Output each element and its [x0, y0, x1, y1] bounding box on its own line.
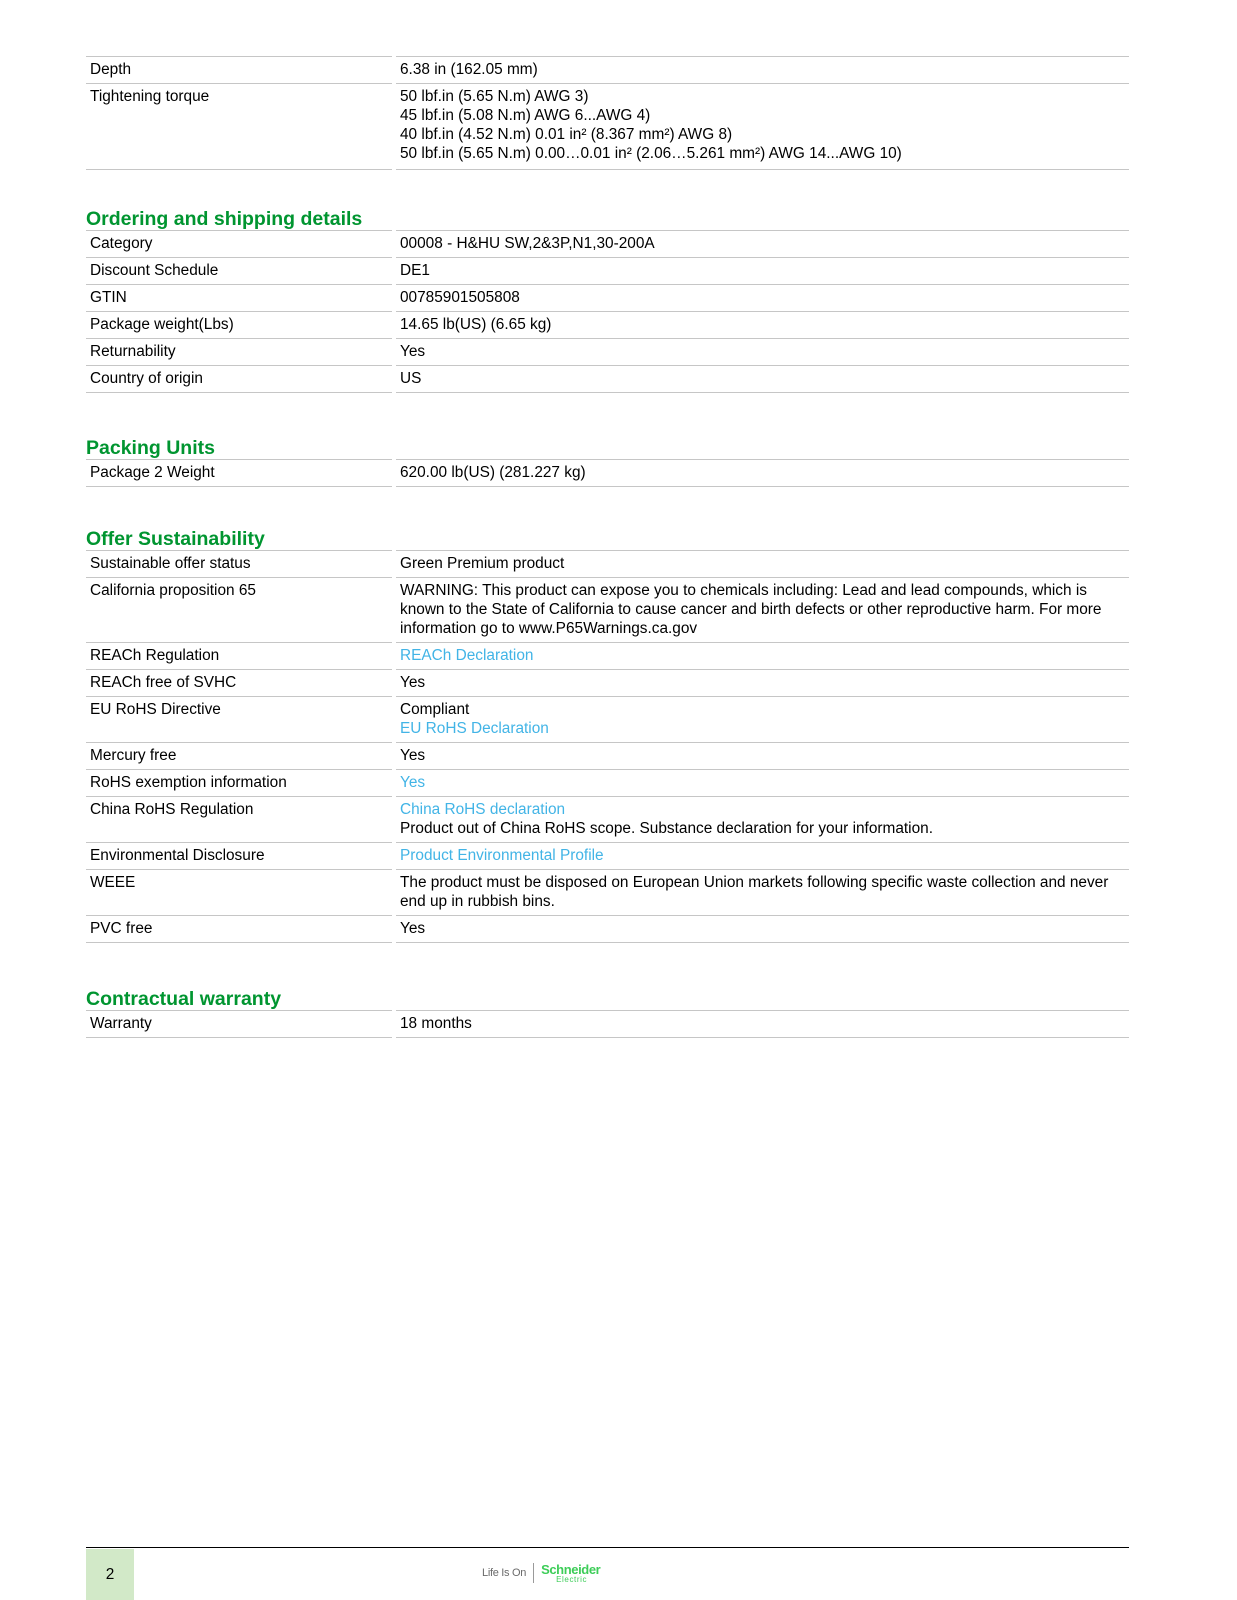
row-label: EU RoHS Directive	[86, 696, 392, 742]
row-value: Yes	[396, 669, 1129, 696]
table-row	[86, 796, 1129, 842]
table-row	[86, 696, 1129, 742]
eu-rohs-declaration-link[interactable]: EU RoHS Declaration	[400, 720, 549, 737]
schneider-electric-logo	[541, 1561, 603, 1585]
row-value: 14.65 lb(US) (6.65 kg)	[396, 311, 1129, 338]
row-value: 00008 - H&HU SW,2&3P,N1,30-200A	[396, 230, 1129, 257]
rohs-exemption-link[interactable]: Yes	[400, 774, 426, 791]
row-value	[396, 842, 1129, 869]
china-rohs-declaration-link[interactable]: China RoHS declaration	[400, 801, 566, 818]
table-row	[86, 257, 1129, 284]
row-label: Country of origin	[86, 365, 392, 393]
table-row	[86, 869, 1129, 915]
row-label: Warranty	[86, 1010, 392, 1038]
ordering-section	[86, 208, 1129, 393]
depth-value: 6.38 in (162.05 mm)	[400, 61, 538, 78]
row-value: 620.00 lb(US) (281.227 kg)	[396, 459, 1129, 487]
brand-tagline: Life Is On	[482, 1567, 527, 1579]
row-value	[396, 56, 1129, 83]
table-row	[86, 83, 1129, 170]
row-label: California proposition 65	[86, 577, 392, 642]
row-label: Sustainable offer status	[86, 550, 392, 577]
torque-line: 50 lbf.in (5.65 N.m) AWG 3)	[400, 88, 589, 105]
torque-line: 50 lbf.in (5.65 N.m) 0.00…0.01 in² (2.06…5.261 mm²) AWG 14...AWG 10)	[400, 145, 902, 162]
table-row	[86, 577, 1129, 642]
row-label: Tightening torque	[86, 83, 392, 170]
section-title: Offer Sustainability	[86, 528, 265, 550]
row-label: RoHS exemption information	[86, 769, 392, 796]
section-title: Packing Units	[86, 437, 215, 459]
row-label: Package 2 Weight	[86, 459, 392, 487]
row-value	[396, 796, 1129, 842]
environmental-profile-link[interactable]: Product Environmental Profile	[400, 847, 604, 864]
row-label: China RoHS Regulation	[86, 796, 392, 842]
row-label: REACh free of SVHC	[86, 669, 392, 696]
row-label: Mercury free	[86, 742, 392, 769]
reach-declaration-link[interactable]: REACh Declaration	[400, 647, 534, 664]
section-title: Contractual warranty	[86, 988, 282, 1010]
table-row	[86, 742, 1129, 769]
page-number: 2	[86, 1549, 134, 1600]
table-row	[86, 642, 1129, 669]
table-row	[86, 459, 1129, 487]
table-row	[86, 1010, 1129, 1038]
row-label: WEEE	[86, 869, 392, 915]
row-value: US	[396, 365, 1129, 393]
brand-sub: Electric	[556, 1575, 588, 1584]
table-row	[86, 842, 1129, 869]
row-label: Environmental Disclosure	[86, 842, 392, 869]
torque-line: 45 lbf.in (5.08 N.m) AWG 6...AWG 4)	[400, 107, 651, 124]
packing-section	[86, 437, 1129, 487]
row-label: Returnability	[86, 338, 392, 365]
table-row	[86, 915, 1129, 943]
table-row	[86, 311, 1129, 338]
torque-line: 40 lbf.in (4.52 N.m) 0.01 in² (8.367 mm²) AWG 8)	[400, 126, 733, 143]
rohs-status: Compliant	[400, 701, 470, 718]
row-value: DE1	[396, 257, 1129, 284]
china-rohs-note: Product out of China RoHS scope. Substance declaration for your information.	[400, 820, 933, 837]
row-value: 00785901505808	[396, 284, 1129, 311]
characteristics-section	[86, 56, 1129, 170]
table-row	[86, 284, 1129, 311]
sustainability-section	[86, 528, 1129, 943]
row-label: Depth	[86, 56, 392, 83]
warranty-section	[86, 988, 1129, 1038]
row-value	[396, 83, 1129, 170]
characteristics-table	[86, 56, 1129, 170]
warranty-table	[86, 1010, 1129, 1038]
row-value: WARNING: This product can expose you to chemicals including: Lead and lead compounds, which is known to the State of California to cause cancer and birth defects or other reproductive harm. For more information go to www.P65Warnings.ca.gov	[396, 577, 1129, 642]
row-label: GTIN	[86, 284, 392, 311]
row-value: The product must be disposed on European Union markets following specific waste collection and never end up in rubbish bins.	[396, 869, 1129, 915]
row-value: Green Premium product	[396, 550, 1129, 577]
brand-logo-lockup	[482, 1560, 603, 1586]
table-row	[86, 338, 1129, 365]
row-label: Category	[86, 230, 392, 257]
row-value	[396, 769, 1129, 796]
row-value	[396, 642, 1129, 669]
packing-table	[86, 459, 1129, 487]
brand-separator	[533, 1563, 534, 1583]
brand-name: Schneider	[541, 1562, 601, 1577]
row-label: PVC free	[86, 915, 392, 943]
row-value: Yes	[396, 742, 1129, 769]
row-value: Yes	[396, 338, 1129, 365]
section-title: Ordering and shipping details	[86, 208, 363, 230]
table-row	[86, 769, 1129, 796]
row-value: Yes	[396, 915, 1129, 943]
row-label: REACh Regulation	[86, 642, 392, 669]
row-value: 18 months	[396, 1010, 1129, 1038]
table-row	[86, 230, 1129, 257]
table-row	[86, 56, 1129, 83]
table-row	[86, 550, 1129, 577]
table-row	[86, 669, 1129, 696]
footer-divider	[86, 1547, 1129, 1548]
row-value	[396, 696, 1129, 742]
sustainability-table	[86, 550, 1129, 943]
ordering-table	[86, 230, 1129, 393]
table-row	[86, 365, 1129, 393]
row-label: Discount Schedule	[86, 257, 392, 284]
row-label: Package weight(Lbs)	[86, 311, 392, 338]
